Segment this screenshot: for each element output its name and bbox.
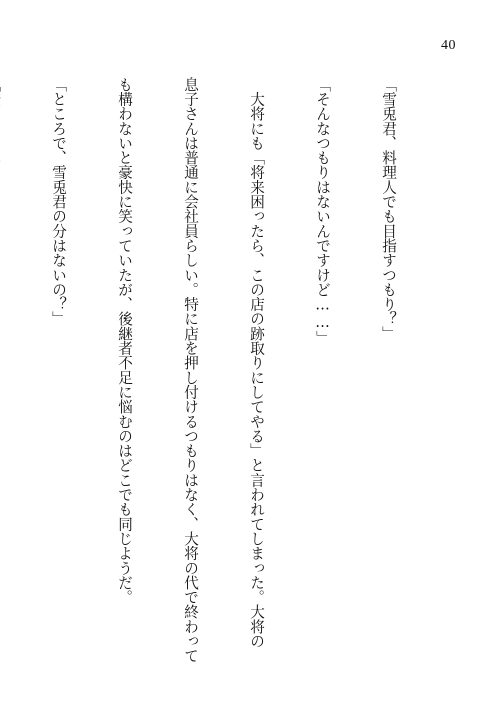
- text-line-3: 大将にも「将来困ったら、この店の跡取りにしてやる」と言われてしまった。大将の: [248, 77, 265, 649]
- text-line-2: 「そんなつもりはないんですけど……」: [314, 77, 331, 346]
- text-line-1: 「雪兎君、料理人でも目指すつもり？」: [380, 77, 397, 341]
- text-line-7: [0, 77, 3, 677]
- text-line-5: も構わないと豪快に笑っていたが、後継者不足に悩むのはどこでも同じようだ。: [116, 77, 133, 605]
- body-text: [0, 77, 443, 677]
- text-line-4: 息子さんは普通に会社員らしい。特に店を押し付けるつもりはなく、大将の代で終わって: [182, 77, 199, 663]
- text-line-6: 「ところで、雪兎君の分はないの？」: [50, 77, 67, 327]
- page-number: 40: [441, 38, 456, 53]
